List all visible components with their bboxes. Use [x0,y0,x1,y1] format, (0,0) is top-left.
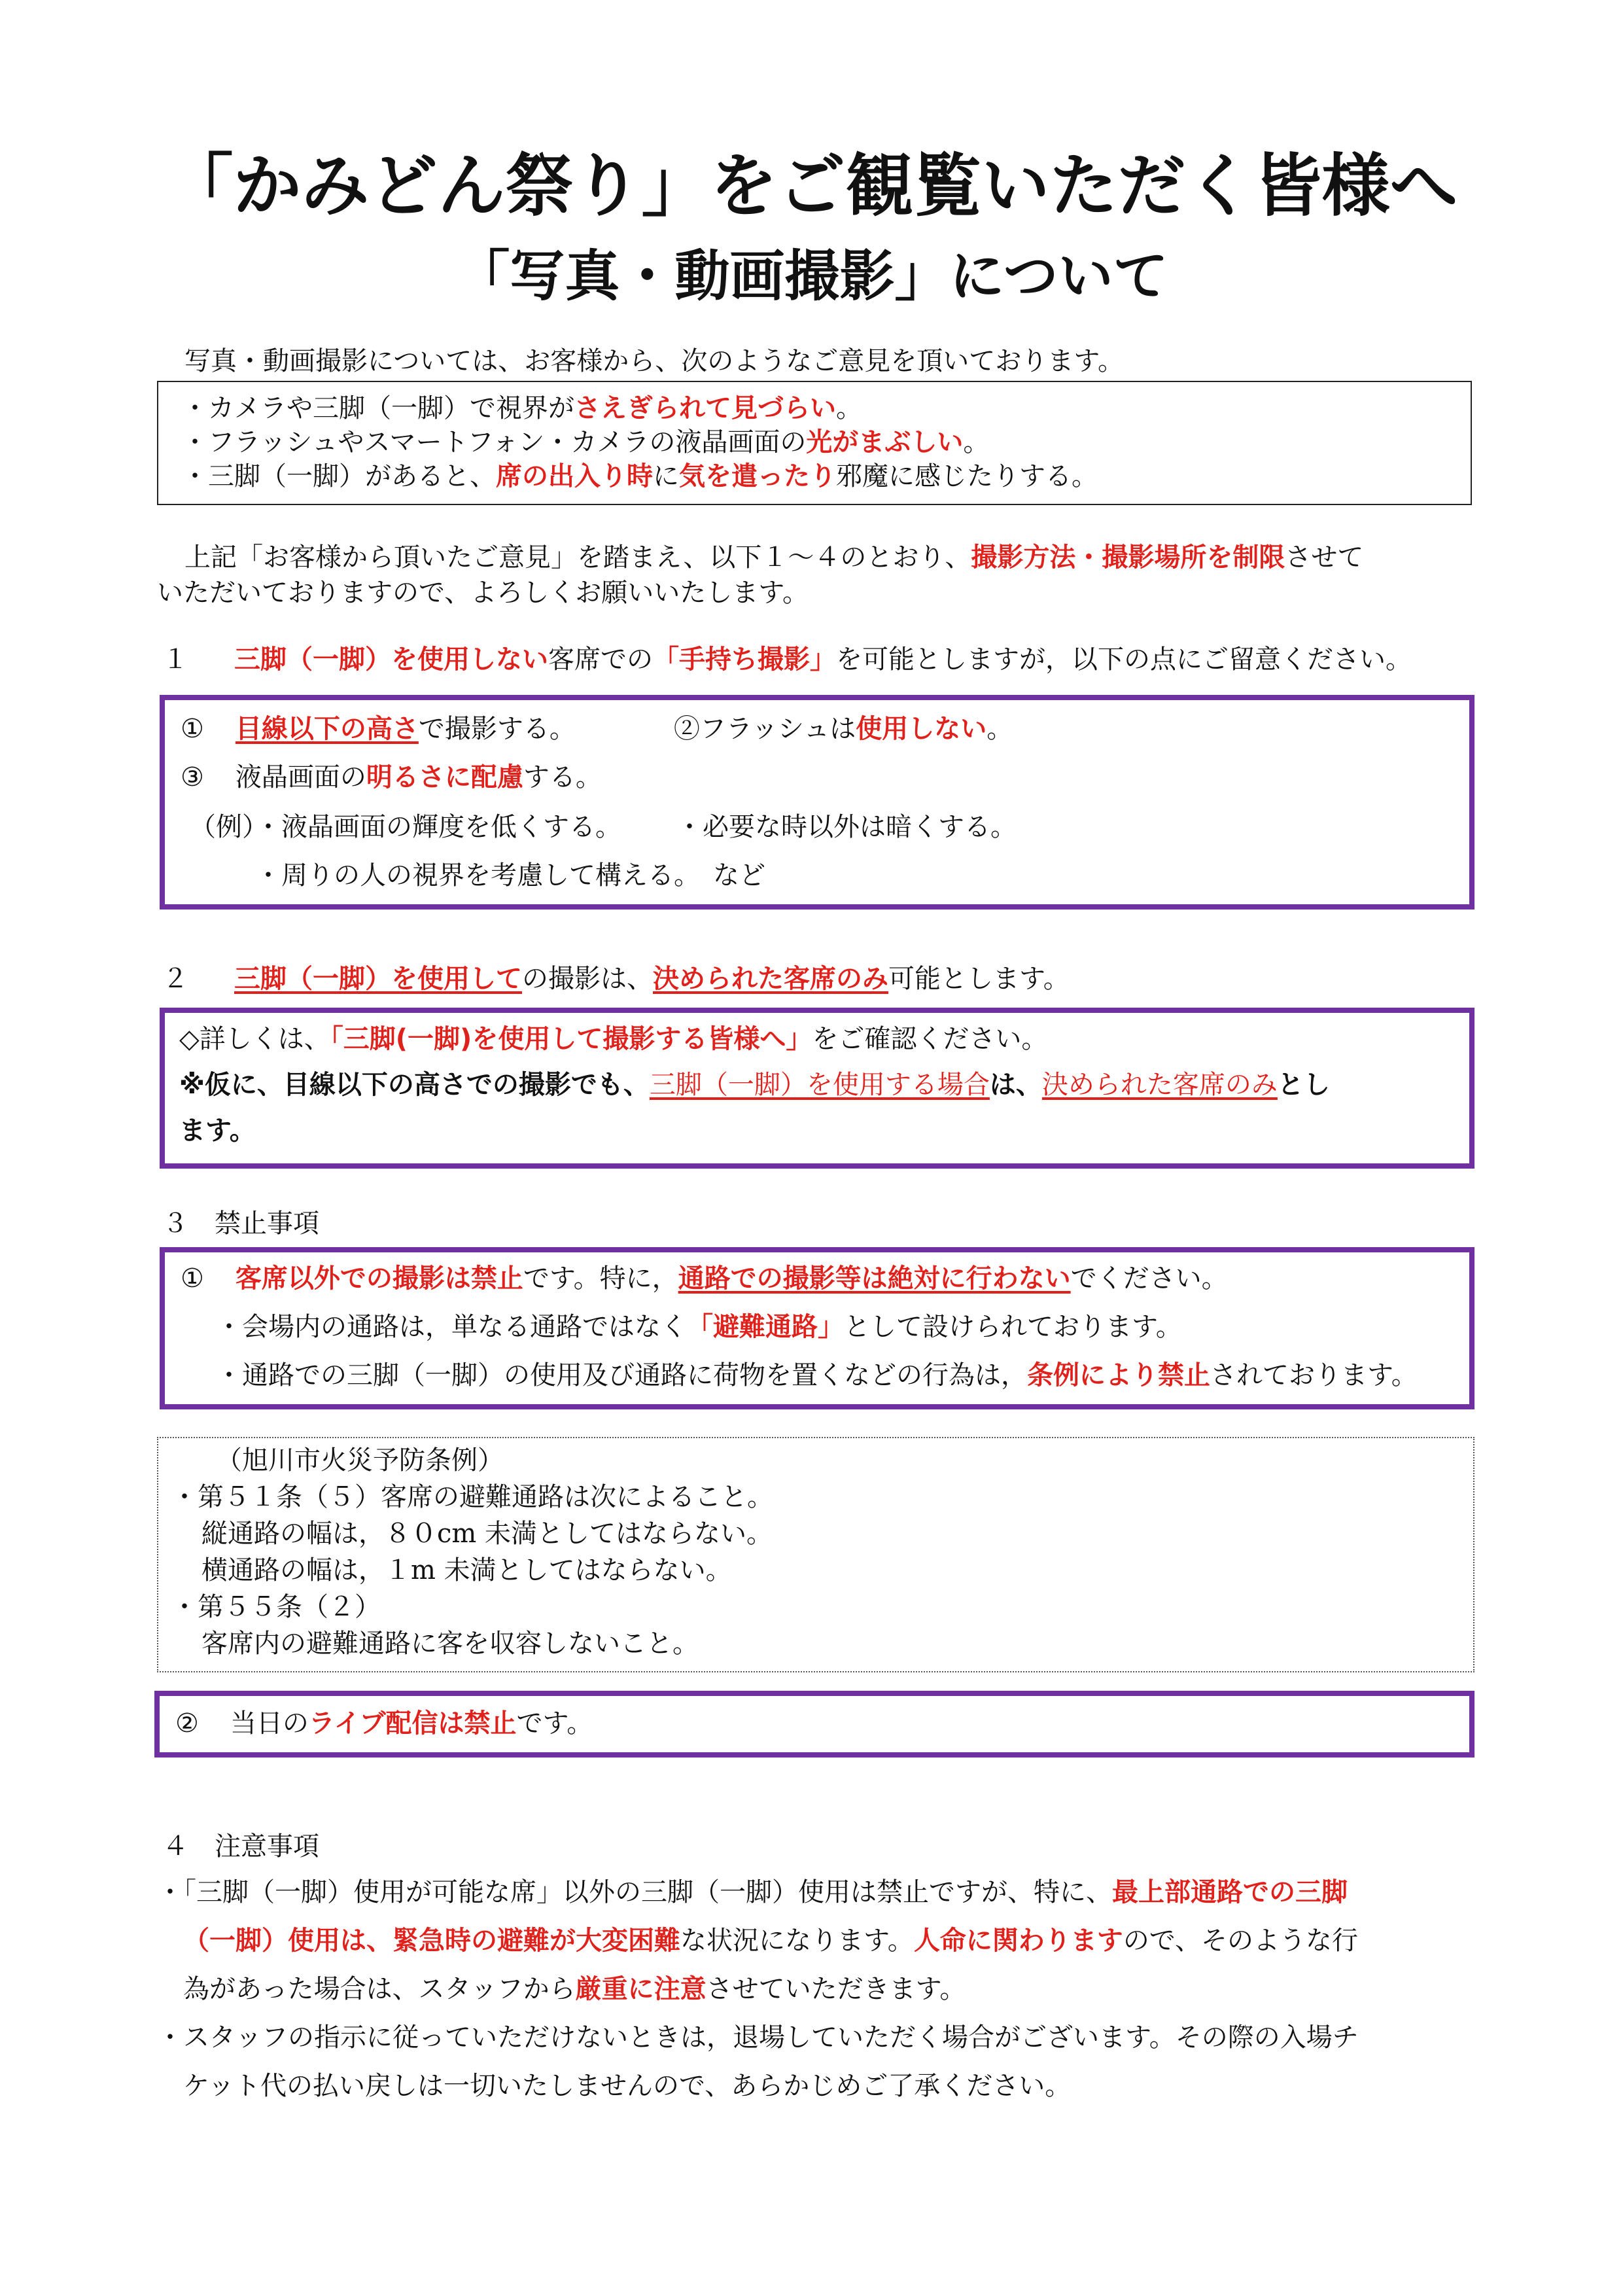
opinion-3: ・三脚（一脚）があると、席の出入り時に気を遣ったり邪魔に感じたりする。 [182,461,1098,491]
intro-text: 写真・動画撮影については、お客様から、次のようなご意見を頂いております。 [184,346,1124,376]
section-3-box-2-text: ② 当日のライブ配信は禁止です。 [175,1708,593,1739]
section-1-row-2: ③ 液晶画面の明るさに配慮する。 [181,762,602,792]
section-4-p2-line-2: ケット代の払い戻しは一切いたしませんので、あらかじめご了承ください。 [183,2071,1072,2101]
policy-line-1: 上記「お客様から頂いたご意見」を踏まえ、以下１～４のとおり、撮影方法・撮影場所を制限させて [184,542,1364,573]
ordinance-line-4: 横通路の幅は，１m 未満としてはならない。 [201,1555,732,1585]
section-4-p1-line-3: 為があった場合は、スタッフから厳重に注意させていただきます。 [183,1974,966,2004]
opinion-1: ・カメラや三脚（一脚）で視界がさえぎられて見づらい。 [182,393,862,423]
section-1-row-4: ・周りの人の視界を考慮して構える。 など [255,860,765,891]
section-2-row-3: ます。 [179,1116,256,1146]
ordinance-line-6: 客席内の避難通路に客を収容しないこと。 [201,1629,699,1659]
section-2-row-2: ※仮に、目線以下の高さでの撮影でも、三脚（一脚）を使用する場合は、決められた客席のみとし [179,1070,1330,1100]
section-3-row-2: ・会場内の通路は，単なる通路ではなく「避難通路」として設けられております。 [216,1312,1182,1342]
ordinance-line-3: 縦通路の幅は，８０cm 未満としてはならない。 [201,1519,773,1549]
section-1-heading: １ 三脚（一脚）を使用しない客席での「手持ち撮影」を可能としますが，以下の点にご留意ください。 [162,645,1412,675]
section-1-row-3: （例）・液晶画面の輝度を低くする。 ・必要な時以外は暗くする。 [190,812,1017,842]
section-4-heading: ４ 注意事項 [162,1831,319,1862]
section-3-row-1: ① 客席以外での撮影は禁止です。特に，通路での撮影等は絶対に行わないでください。 [181,1263,1228,1294]
section-2-heading: ２ 三脚（一脚）を使用しての撮影は、決められた客席のみ可能とします。 [162,964,1070,994]
section-3-heading: ３ 禁止事項 [162,1209,319,1239]
section-4-p2-line-1: ・スタッフの指示に従っていただけないときは，退場していただく場合がございます。その際の入場チ [157,2022,1359,2053]
section-2-row-1: ◇詳しくは、「三脚(一脚)を使用して撮影する皆様へ」をご確認ください。 [179,1024,1048,1054]
section-1-row-1: ① 目線以下の高さで撮影する。 ②フラッシュは使用しない。 [181,714,1013,744]
main-title: 「かみどん祭り」をご観覧いただく皆様へ [165,146,1458,226]
section-4-p1-line-2: （一脚）使用は、緊急時の避難が大変困難な状況になります。人命に関わりますので、そのような行 [183,1926,1359,1956]
ordinance-line-1: （旭川市火災予防条例） [216,1445,504,1475]
opinion-2: ・フラッシュやスマートフォン・カメラの液晶画面の光がまぶしい。 [182,427,990,457]
policy-line-2: いただいておりますので、よろしくお願いいたします。 [157,578,809,608]
ordinance-line-2: ・第５１条（５）客席の避難通路は次によること。 [171,1482,773,1512]
section-3-row-3: ・通路での三脚（一脚）の使用及び通路に荷物を置くなどの行為は，条例により禁止されております。 [216,1360,1418,1390]
section-4-p1-line-1: ・「三脚（一脚）使用が可能な席」以外の三脚（一脚）使用は禁止ですが、特に、最上部通路での三脚 [157,1877,1348,1907]
sub-title: 「写真・動画撮影」について [455,244,1168,308]
ordinance-line-5: ・第５５条（２） [171,1592,381,1622]
